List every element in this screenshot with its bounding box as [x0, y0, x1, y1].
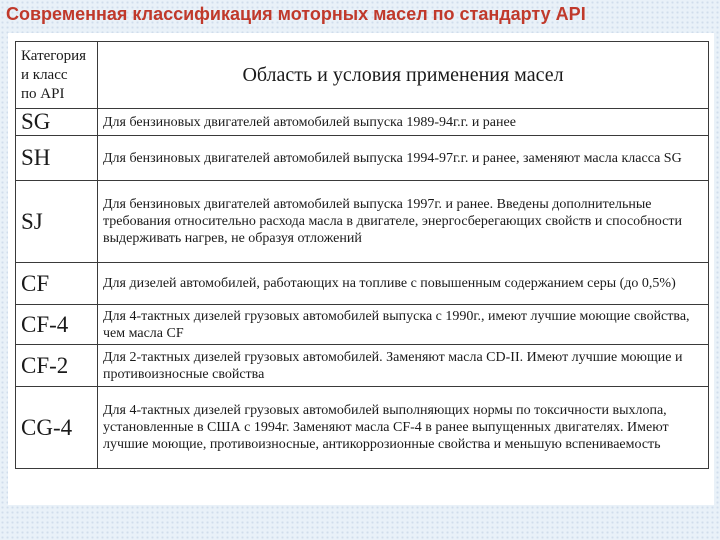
api-class-code: SJ	[16, 181, 98, 263]
api-class-description: Для бензиновых двигателей автомобилей выпуска 1997г. и ранее. Введены дополнительные требования относительно расхода масла в двигателе, энергосберегающих свойств и способности выдерживать нагрев, не образуя отложений	[98, 181, 709, 263]
table-header-row	[16, 42, 709, 109]
api-class-code: SG	[16, 109, 98, 136]
api-class-description: Для бензиновых двигателей автомобилей выпуска 1994-97г.г. и ранее, заменяют масла класса SG	[98, 136, 709, 181]
table-row	[16, 136, 709, 181]
table-row	[16, 109, 709, 136]
header-category-line-3: по API	[21, 85, 65, 102]
api-classification-table	[15, 41, 709, 469]
header-description: Область и условия применения масел	[98, 42, 709, 109]
api-class-description: Для дизелей автомобилей, работающих на топливе с повышенным содержанием серы (до 0,5%)	[98, 263, 709, 305]
api-classification-table-image	[8, 33, 714, 505]
header-category-line-1: Категория	[21, 47, 86, 64]
header-category-line-2: и класс	[21, 66, 68, 83]
table-row	[16, 305, 709, 345]
api-class-description: Для 2-тактных дизелей грузовых автомобилей. Заменяют масла CD-II. Имеют лучшие моющие и противоизносные свойства	[98, 345, 709, 387]
api-class-code: CF-2	[16, 345, 98, 387]
table-row	[16, 387, 709, 469]
api-class-description: Для 4-тактных дизелей грузовых автомобилей выполняющих нормы по токсичности выхлопа, установленные в США с 1994г. Заменяют масла CF-4 в ранее выпущенных двигателях. Имеют лучшие моющие, противоизносные, антикоррозионные свойства и меньшую вспениваемость	[98, 387, 709, 469]
api-class-description: Для бензиновых двигателей автомобилей выпуска 1989-94г.г. и ранее	[98, 109, 709, 136]
api-class-code: SH	[16, 136, 98, 181]
api-class-code: CF-4	[16, 305, 98, 345]
table-row	[16, 181, 709, 263]
api-class-description: Для 4-тактных дизелей грузовых автомобилей выпуска с 1990г., имеют лучшие моющие свойства, чем масла CF	[98, 305, 709, 345]
header-category	[16, 42, 98, 109]
page-title: Современная классификация моторных масел по стандарту API	[6, 4, 586, 24]
table-row	[16, 345, 709, 387]
api-class-code: CF	[16, 263, 98, 305]
table-row	[16, 263, 709, 305]
api-class-code: CG-4	[16, 387, 98, 469]
